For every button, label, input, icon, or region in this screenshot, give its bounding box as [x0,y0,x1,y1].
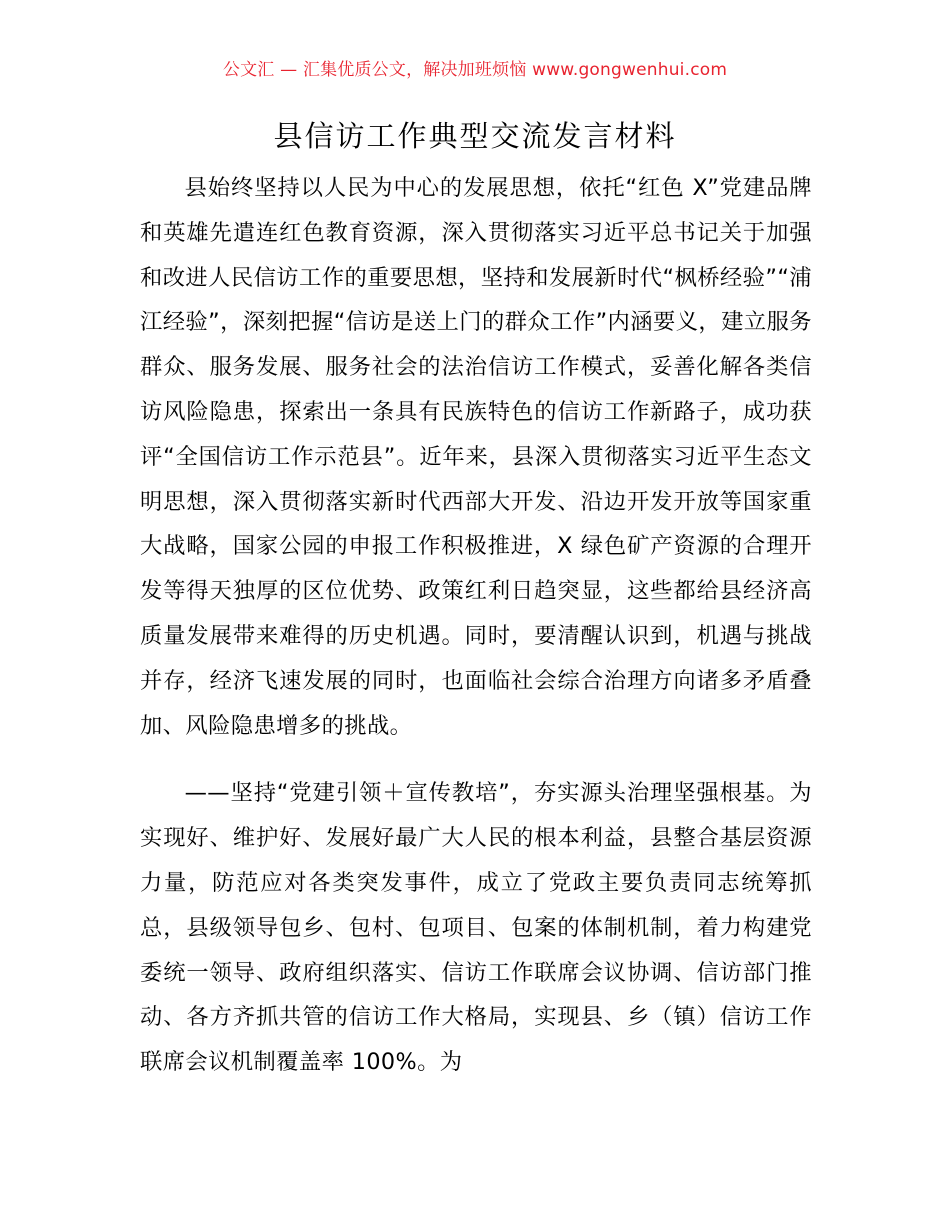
body-paragraph-1: 县始终坚持以人民为中心的发展思想，依托“红色 X”党建品牌和英雄先遣连红色教育资源，深入贯彻落实习近平总书记关于加强和改进人民信访工作的重要思想，坚持和发展新时代“枫桥经验”“浦江经验”，深刻把握“信访是送上门的群众工作”内涵要义，建立服务群众、服务发展、服务社会的法治信访工作模式，妥善化解各类信访风险隐患，探索出一条具有民族特色的信访工作新路子，成功获评“全国信访工作示范县”。近年来，县深入贯彻落实习近平生态文明思想，深入贯彻落实新时代西部大开发、沿边开发开放等国家重大战略，国家公园的申报工作积极推进，X 绿色矿产资源的合理开发等得天独厚的区位优势、政策红利日趋突显，这些都给县经济高质量发展带来难得的历史机遇。同时，要清醒认识到，机遇与挑战并存，经济飞速发展的同时，也面临社会综合治理方向诸多矛盾叠加、风险隐患增多的挑战。 [140,175,812,739]
document-title: 县信访工作典型交流发言材料 [273,119,677,153]
site-header-banner: 公文汇 — 汇集优质公文，解决加班烦恼 www.gongwenhui.com [222,60,728,80]
document-body [140,166,812,1085]
body-paragraph-2: ——坚持“党建引领＋宣传教培”，夯实源头治理坚强根基。为实现好、维护好、发展好最广大人民的根本利益，县整合基层资源力量，防范应对各类突发事件，成立了党政主要负责同志统筹抓总，县级领导包乡、包村、包项目、包案的体制机制，着力构建党委统一领导、政府组织落实、信访工作联席会议协调、信访部门推动、各方齐抓共管的信访工作大格局，实现县、乡（镇）信访工作联席会议机制覆盖率 100%。为 [140,780,812,1076]
